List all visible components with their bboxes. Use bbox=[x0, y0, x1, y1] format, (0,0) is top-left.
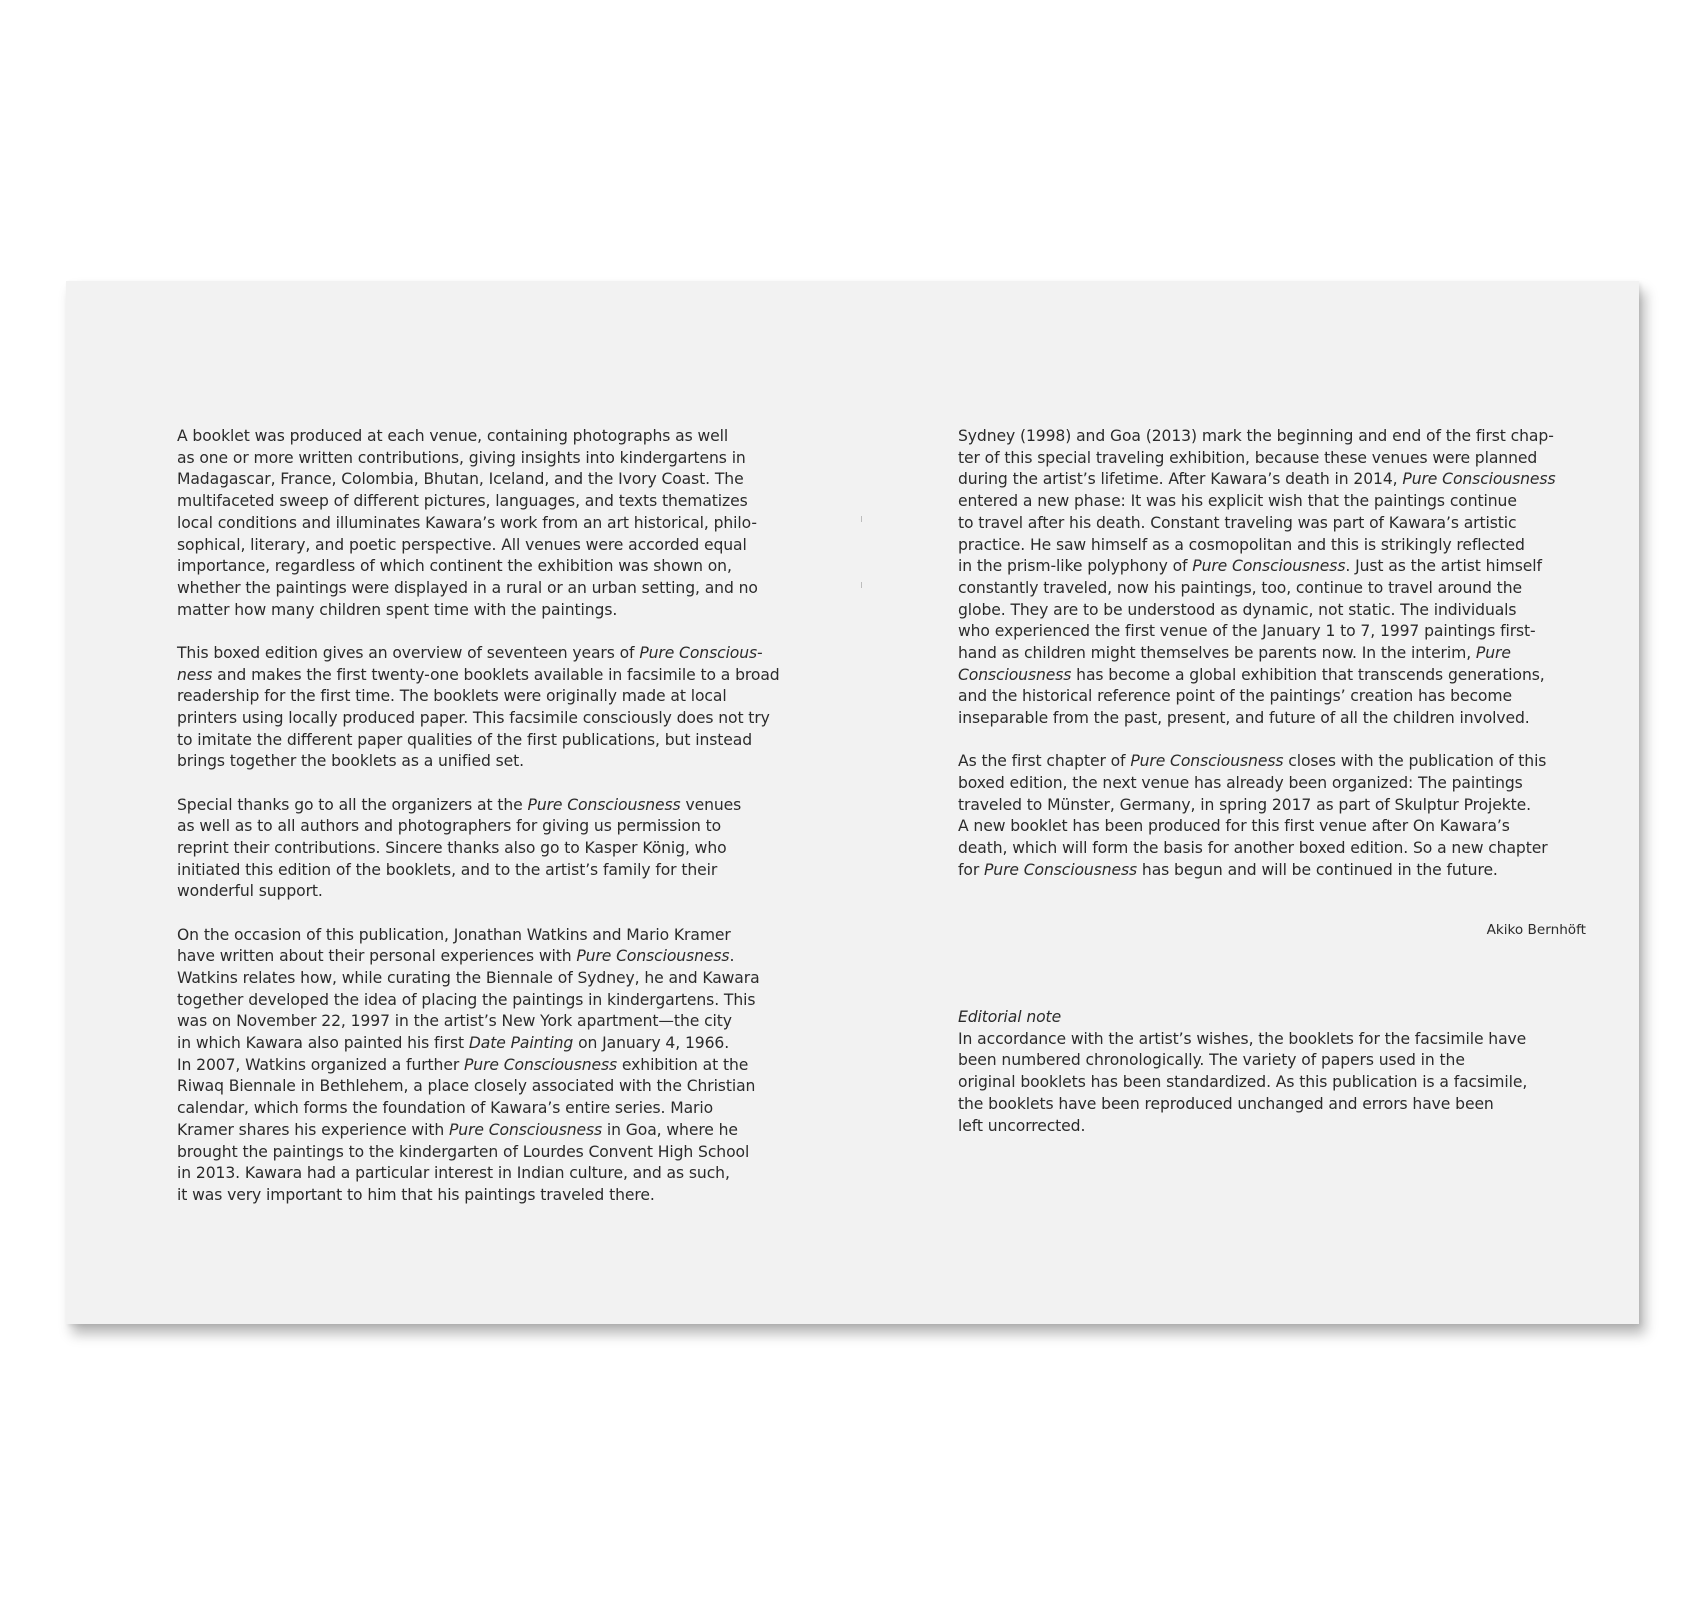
text-line: multifaceted sweep of different pictures, languages, and texts thematizes bbox=[177, 492, 748, 511]
text-line: traveled to Münster, Germany, in spring 2017 as part of Skulptur Projekte. bbox=[958, 795, 1532, 814]
text-line: to travel after his death. Constant traveling was part of Kawara’s artistic bbox=[958, 513, 1517, 532]
author-signature: Akiko Bernhöft bbox=[1486, 922, 1586, 938]
text-line: it was very important to him that his paintings traveled there. bbox=[177, 1186, 655, 1204]
paragraph bbox=[177, 795, 777, 904]
text-line: Special thanks go to all the organizers at the Pure Consciousness venues bbox=[177, 795, 742, 814]
text-line: together developed the idea of placing the paintings in kindergartens. This bbox=[177, 990, 756, 1009]
text-line: been numbered chronologically. The variety of papers used in the bbox=[958, 1051, 1465, 1070]
text-line: as one or more written contributions, giving insights into kindergartens in bbox=[177, 448, 746, 467]
text-line: A booklet was produced at each venue, containing photographs as well bbox=[177, 427, 729, 445]
text-line: during the artist’s lifetime. After Kawara’s death in 2014, Pure Consciousness bbox=[958, 470, 1556, 489]
text-line: to imitate the different paper qualities of the first publications, but instead bbox=[177, 730, 753, 749]
text-line: importance, regardless of which continent the exhibition was shown on, bbox=[177, 557, 732, 576]
text-line: In accordance with the artist’s wishes, the booklets for the facsimile have bbox=[958, 1029, 1527, 1048]
text-line: who experienced the first venue of the January 1 to 7, 1997 paintings first- bbox=[958, 622, 1536, 641]
text-line: In 2007, Watkins organized a further Pure Consciousness exhibition at the bbox=[177, 1055, 749, 1074]
editorial-note bbox=[958, 1007, 1568, 1137]
text-line: in which Kawara also painted his first Date Painting on January 4, 1966. bbox=[177, 1034, 730, 1053]
text-line: As the first chapter of Pure Consciousness closes with the publication of this bbox=[958, 752, 1547, 771]
text-line: original booklets has been standardized. As this publication is a facsimile, bbox=[958, 1073, 1528, 1092]
text-line: constantly traveled, now his paintings, too, continue to travel around the bbox=[958, 578, 1522, 597]
text-line: local conditions and illuminates Kawara’s work from an art historical, philo- bbox=[177, 513, 757, 532]
gutter-mark-bottom bbox=[861, 582, 862, 588]
left-page-text bbox=[177, 426, 780, 1207]
text-line: in the prism-like polyphony of Pure Consciousness. Just as the artist himself bbox=[958, 557, 1542, 576]
editorial-note-title: Editorial note bbox=[958, 1008, 1062, 1026]
text-line: sophical, literary, and poetic perspective. All venues were accorded equal bbox=[177, 535, 747, 554]
text-line: hand as children might themselves be parents now. In the interim, Pure bbox=[958, 644, 1511, 663]
gutter-mark-top bbox=[861, 516, 862, 522]
text-line: brings together the booklets as a unified set. bbox=[177, 752, 524, 771]
text-line: the booklets have been reproduced unchanged and errors have been bbox=[958, 1094, 1494, 1113]
text-line: A new booklet has been produced for this first venue after On Kawara’s bbox=[958, 817, 1510, 836]
text-line: was on November 22, 1997 in the artist’s New York apartment—the city bbox=[177, 1012, 732, 1031]
paragraph bbox=[177, 925, 777, 1207]
text-line: for Pure Consciousness has begun and will be continued in the future. bbox=[958, 860, 1498, 879]
book-spread bbox=[66, 281, 1639, 1324]
text-line: inseparable from the past, present, and future of all the children involved. bbox=[958, 709, 1530, 728]
text-line: practice. He saw himself as a cosmopolitan and this is strikingly reflected bbox=[958, 535, 1525, 554]
text-line: death, which will form the basis for another boxed edition. So a new chapter bbox=[958, 839, 1548, 858]
text-line: Watkins relates how, while curating the Biennale of Sydney, he and Kawara bbox=[177, 968, 760, 987]
text-line: Consciousness has become a global exhibition that transcends generations, bbox=[958, 665, 1545, 684]
text-line: calendar, which forms the foundation of Kawara’s entire series. Mario bbox=[177, 1099, 714, 1118]
text-line: printers using locally produced paper. This facsimile consciously does not try bbox=[177, 708, 770, 727]
text-line: in 2013. Kawara had a particular interest in Indian culture, and as such, bbox=[177, 1164, 730, 1183]
text-line: globe. They are to be understood as dynamic, not static. The individuals bbox=[958, 600, 1517, 619]
right-page-text bbox=[958, 426, 1568, 882]
paragraph bbox=[958, 751, 1568, 881]
text-line: readership for the first time. The booklets were originally made at local bbox=[177, 687, 727, 706]
text-line: matter how many children spent time with the paintings. bbox=[177, 600, 618, 619]
text-line: ness and makes the first twenty-one booklets available in facsimile to a broad bbox=[177, 665, 780, 684]
text-line: Riwaq Biennale in Bethlehem, a place closely associated with the Christian bbox=[177, 1077, 756, 1096]
text-line: ter of this special traveling exhibition, because these venues were planned bbox=[958, 448, 1538, 467]
text-line: boxed edition, the next venue has already been organized: The paintings bbox=[958, 774, 1523, 793]
editorial-note-body bbox=[958, 1029, 1568, 1138]
text-line: and the historical reference point of the paintings’ creation has become bbox=[958, 687, 1512, 706]
text-line: Kramer shares his experience with Pure Consciousness in Goa, where he bbox=[177, 1120, 738, 1139]
text-line: brought the paintings to the kindergarten of Lourdes Convent High School bbox=[177, 1142, 750, 1161]
paragraph bbox=[177, 643, 780, 773]
text-line: Madagascar, France, Colombia, Bhutan, Iceland, and the Ivory Coast. The bbox=[177, 470, 744, 489]
text-line: This boxed edition gives an overview of seventeen years of Pure Conscious- bbox=[177, 643, 763, 662]
text-line: whether the paintings were displayed in a rural or an urban setting, and no bbox=[177, 578, 758, 597]
text-line: entered a new phase: It was his explicit wish that the paintings continue bbox=[958, 492, 1517, 511]
text-line: wonderful support. bbox=[177, 882, 323, 901]
text-line: left uncorrected. bbox=[958, 1116, 1086, 1135]
text-line: initiated this edition of the booklets, and to the artist’s family for their bbox=[177, 860, 718, 879]
text-line: have written about their personal experiences with Pure Consciousness. bbox=[177, 947, 735, 966]
text-line: as well as to all authors and photographers for giving us permission to bbox=[177, 817, 722, 836]
paragraph bbox=[958, 426, 1568, 730]
text-line: On the occasion of this publication, Jonathan Watkins and Mario Kramer bbox=[177, 925, 731, 944]
paragraph bbox=[177, 426, 777, 621]
text-line: reprint their contributions. Sincere thanks also go to Kasper König, who bbox=[177, 838, 727, 857]
text-line: Sydney (1998) and Goa (2013) mark the beginning and end of the first chap- bbox=[958, 427, 1554, 445]
